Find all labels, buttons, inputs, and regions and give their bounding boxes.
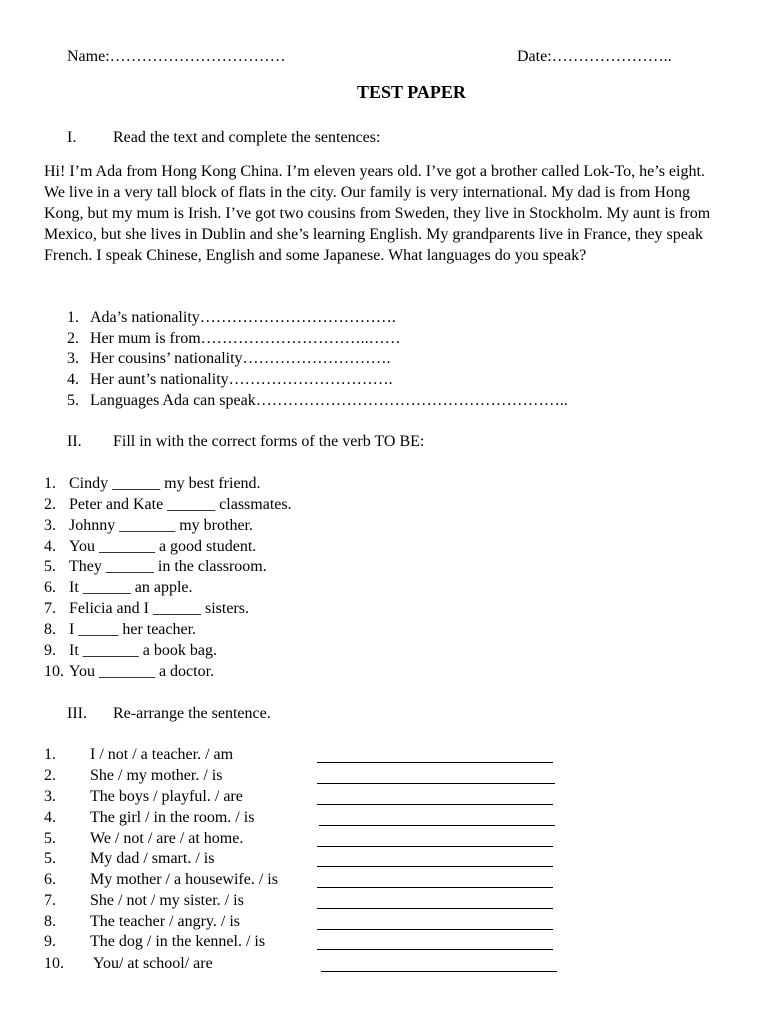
section-2-numeral: II. (67, 433, 82, 450)
exercise-number: 8. (44, 621, 56, 638)
rearrange-prompt: The dog / in the kennel. / is (90, 933, 266, 950)
exercise-number: 4. (44, 538, 56, 555)
question-text: Ada’s nationality………………………………. (90, 309, 396, 326)
rearrange-prompt: The girl / in the room. / is (90, 809, 255, 826)
rearrange-number: 6. (44, 871, 56, 888)
rearrange-number: 8. (44, 913, 56, 930)
answer-line (317, 949, 553, 950)
rearrange-prompt: The teacher / angry. / is (90, 913, 241, 930)
answer-line (317, 887, 553, 888)
rearrange-prompt: We / not / are / at home. (90, 830, 244, 847)
question-number: 5. (67, 392, 79, 409)
rearrange-number: 2. (44, 767, 56, 784)
answer-line (317, 929, 553, 930)
rearrange-number: 5. (44, 830, 56, 847)
exercise-text: I _____ her teacher. (69, 621, 197, 638)
exercise-number: 6. (44, 579, 56, 596)
exercise-number: 2. (44, 496, 56, 513)
rearrange-number: 10. (44, 955, 64, 972)
question-number: 2. (67, 330, 79, 347)
exercise-text: Cindy ______ my best friend. (69, 475, 261, 492)
rearrange-number: 3. (44, 788, 56, 805)
exercise-number: 7. (44, 600, 56, 617)
rearrange-prompt: The boys / playful. / are (90, 788, 243, 805)
name-field-label: Name:…………………………… (67, 48, 286, 65)
question-text: Her cousins’ nationality………………………. (90, 350, 391, 367)
answer-line (317, 846, 553, 847)
question-text: Her mum is from…………………………..…… (90, 330, 401, 347)
exercise-text: They ______ in the classroom. (69, 558, 267, 575)
rearrange-prompt: My mother / a housewife. / is (90, 871, 278, 888)
question-number: 1. (67, 309, 79, 326)
section-3-numeral: III. (67, 705, 87, 722)
exercise-text: It _______ a book bag. (69, 642, 217, 659)
answer-line (321, 971, 557, 972)
rearrange-prompt: I / not / a teacher. / am (90, 746, 234, 763)
date-field-label: Date:………………….. (517, 48, 672, 65)
exercise-number: 3. (44, 517, 56, 534)
rearrange-number: 4. (44, 809, 56, 826)
exercise-text: You _______ a good student. (69, 538, 257, 555)
rearrange-number: 5. (44, 850, 56, 867)
question-text: Her aunt’s nationality…………………………. (90, 371, 393, 388)
rearrange-prompt: She / not / my sister. / is (90, 892, 244, 909)
question-text: Languages Ada can speak………………………………………………….. (90, 392, 568, 409)
answer-line (319, 825, 555, 826)
answer-line (317, 762, 553, 763)
answer-line (317, 804, 553, 805)
rearrange-number: 1. (44, 746, 56, 763)
exercise-text: Peter and Kate ______ classmates. (69, 496, 292, 513)
exercise-text: You _______ a doctor. (69, 663, 215, 680)
exercise-number: 10. (44, 663, 64, 680)
question-number: 3. (67, 350, 79, 367)
answer-line (317, 783, 555, 784)
section-3-heading: Re-arrange the sentence. (113, 705, 271, 722)
rearrange-prompt: You/ at school/ are (93, 955, 213, 972)
rearrange-number: 9. (44, 933, 56, 950)
exercise-number: 9. (44, 642, 56, 659)
section-1-numeral: I. (67, 129, 77, 146)
exercise-text: Johnny _______ my brother. (69, 517, 253, 534)
exercise-number: 5. (44, 558, 56, 575)
exercise-text: Felicia and I ______ sisters. (69, 600, 249, 617)
answer-line (317, 908, 553, 909)
answer-line (317, 866, 553, 867)
rearrange-number: 7. (44, 892, 56, 909)
page-title: TEST PAPER (357, 82, 466, 102)
reading-passage: Hi! I’m Ada from Hong Kong China. I’m eleven years old. I’ve got a brother called Lok-To, he’s eight. We live in a very tall block of flats in the city. Our family is very international. My dad is from Hong Kong, but my mum is Irish. I’ve got two cousins from Sweden, they live in Stockholm. My aunt is from Mexico, but she lives in Dublin and she’s learning English. My grandparents live in France, they speak French. I speak Chinese, English and some Japanese. What languages do you speak? (44, 163, 711, 264)
rearrange-prompt: My dad / smart. / is (90, 850, 215, 867)
exercise-number: 1. (44, 475, 56, 492)
rearrange-prompt: She / my mother. / is (90, 767, 223, 784)
section-1-heading: Read the text and complete the sentences: (113, 129, 381, 146)
exercise-text: It ______ an apple. (69, 579, 193, 596)
section-2-heading: Fill in with the correct forms of the verb TO BE: (113, 433, 425, 450)
question-number: 4. (67, 371, 79, 388)
